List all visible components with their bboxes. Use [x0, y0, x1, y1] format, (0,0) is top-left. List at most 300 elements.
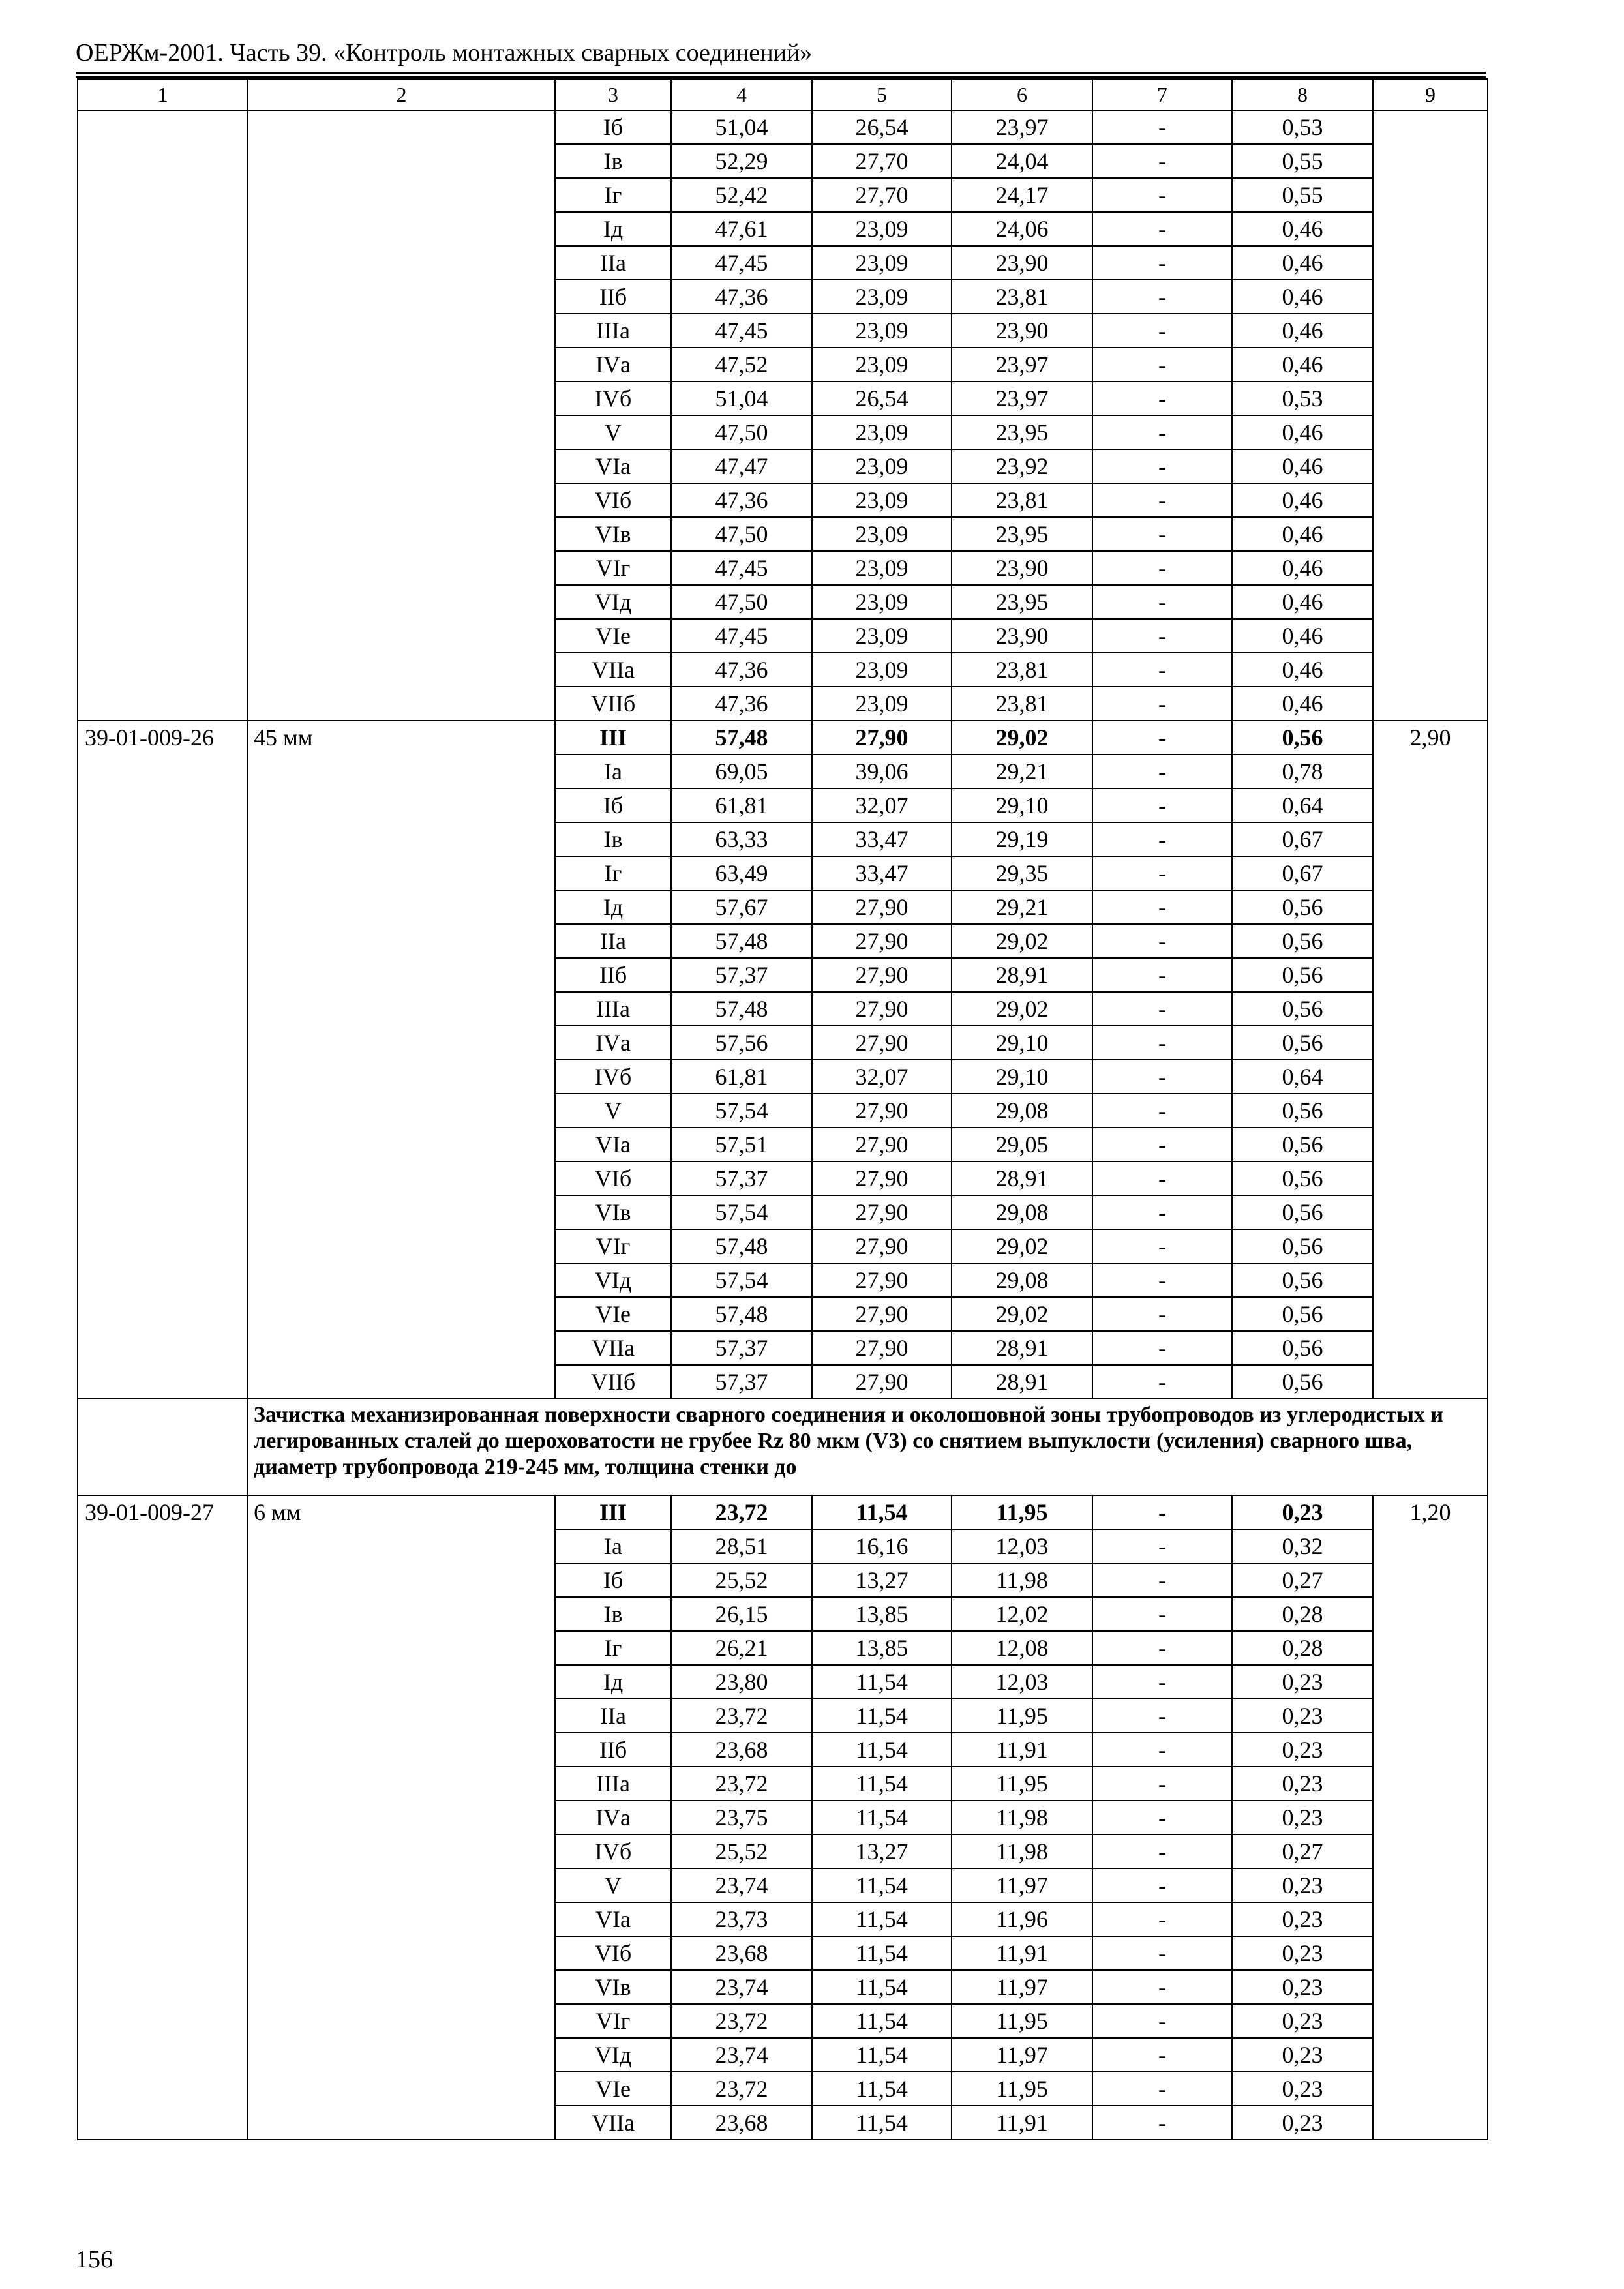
- value-col-6: 29,05: [952, 1128, 1092, 1161]
- value-col-8: 0,23: [1232, 2106, 1373, 2140]
- value-col-5: 27,90: [812, 1161, 952, 1195]
- zone-cell: VIг: [555, 551, 671, 585]
- value-col-6: 28,91: [952, 1161, 1092, 1195]
- value-col-8: 0,23: [1232, 1868, 1373, 1902]
- value-col-5: 23,09: [812, 449, 952, 483]
- value-col-5: 11,54: [812, 2038, 952, 2072]
- value-col-4: 23,72: [671, 1767, 812, 1801]
- zone-cell: IIа: [555, 924, 671, 958]
- zone-cell: VIIа: [555, 2106, 671, 2140]
- value-col-7: -: [1092, 382, 1232, 415]
- value-col-7: -: [1092, 348, 1232, 382]
- value-col-7: -: [1092, 1902, 1232, 1936]
- value-col-8: 0,46: [1232, 653, 1373, 687]
- zone-cell: VIа: [555, 1128, 671, 1161]
- value-col-7: -: [1092, 212, 1232, 246]
- value-col-8: 0,46: [1232, 551, 1373, 585]
- value-col-8: 0,23: [1232, 1733, 1373, 1767]
- value-col-6: 23,97: [952, 110, 1092, 144]
- value-col-4: 47,52: [671, 348, 812, 382]
- value-col-5: 23,09: [812, 212, 952, 246]
- value-col-5: 27,90: [812, 958, 952, 992]
- value-col-7: -: [1092, 1060, 1232, 1094]
- value-col-7: -: [1092, 856, 1232, 890]
- value-col-6: 23,95: [952, 415, 1092, 449]
- value-col-8: 0,23: [1232, 1801, 1373, 1834]
- value-col-8: 0,53: [1232, 110, 1373, 144]
- zone-cell: IIб: [555, 280, 671, 314]
- column-number-6: 6: [952, 79, 1092, 110]
- value-col-8: 0,46: [1232, 314, 1373, 348]
- zone-cell: VIг: [555, 2004, 671, 2038]
- value-col-8: 0,23: [1232, 1495, 1373, 1529]
- value-col-8: 0,46: [1232, 449, 1373, 483]
- value-col-7: -: [1092, 1026, 1232, 1060]
- zone-cell: VIв: [555, 1195, 671, 1229]
- column-number-5: 5: [812, 79, 952, 110]
- value-col-7: -: [1092, 924, 1232, 958]
- value-col-4: 23,68: [671, 2106, 812, 2140]
- value-col-5: 11,54: [812, 1733, 952, 1767]
- value-col-5: 13,85: [812, 1597, 952, 1631]
- value-col-7: -: [1092, 415, 1232, 449]
- value-col-5: 27,90: [812, 924, 952, 958]
- value-col-7: -: [1092, 110, 1232, 144]
- value-col-4: 57,37: [671, 1331, 812, 1365]
- value-col-6: 12,02: [952, 1597, 1092, 1631]
- value-col-8: 0,56: [1232, 1331, 1373, 1365]
- value-col-6: 11,95: [952, 1699, 1092, 1733]
- value-col-4: 51,04: [671, 110, 812, 144]
- value-col-7: -: [1092, 1733, 1232, 1767]
- value-col-7: -: [1092, 483, 1232, 517]
- zone-cell: V: [555, 1868, 671, 1902]
- value-col-5: 11,54: [812, 1801, 952, 1834]
- value-col-4: 47,45: [671, 246, 812, 280]
- value-col-7: -: [1092, 1868, 1232, 1902]
- value-col-8: 0,53: [1232, 382, 1373, 415]
- value-col-6: 11,97: [952, 2038, 1092, 2072]
- table-row: [78, 110, 1488, 144]
- value-col-5: 23,09: [812, 348, 952, 382]
- total-cell: 2,90: [1373, 721, 1488, 1399]
- value-col-7: -: [1092, 1699, 1232, 1733]
- value-col-8: 0,46: [1232, 212, 1373, 246]
- value-col-6: 29,02: [952, 721, 1092, 755]
- zone-cell: VIв: [555, 1970, 671, 2004]
- value-col-4: 57,37: [671, 1161, 812, 1195]
- column-number-2: 2: [248, 79, 555, 110]
- value-col-6: 23,81: [952, 687, 1092, 721]
- value-col-6: 23,97: [952, 382, 1092, 415]
- value-col-6: 29,02: [952, 1229, 1092, 1263]
- value-col-5: 11,54: [812, 1970, 952, 2004]
- value-col-5: 16,16: [812, 1529, 952, 1563]
- value-col-7: -: [1092, 585, 1232, 619]
- value-col-4: 23,73: [671, 1902, 812, 1936]
- value-col-6: 11,95: [952, 2004, 1092, 2038]
- zone-cell: VIе: [555, 619, 671, 653]
- table-body: [78, 79, 1488, 2140]
- header-rule: [76, 72, 1486, 74]
- value-col-4: 47,45: [671, 314, 812, 348]
- thickness-cell: [248, 110, 555, 721]
- value-col-7: -: [1092, 449, 1232, 483]
- zone-cell: VIIа: [555, 653, 671, 687]
- zone-cell: IVб: [555, 382, 671, 415]
- column-number-9: 9: [1373, 79, 1488, 110]
- thickness-cell: 6 мм: [248, 1495, 555, 2140]
- value-col-4: 57,48: [671, 1297, 812, 1331]
- value-col-8: 0,55: [1232, 144, 1373, 178]
- value-col-4: 23,68: [671, 1936, 812, 1970]
- value-col-7: -: [1092, 1597, 1232, 1631]
- value-col-8: 0,23: [1232, 1970, 1373, 2004]
- value-col-4: 23,80: [671, 1665, 812, 1699]
- value-col-8: 0,28: [1232, 1631, 1373, 1665]
- value-col-7: -: [1092, 653, 1232, 687]
- value-col-8: 0,23: [1232, 2072, 1373, 2106]
- value-col-8: 0,46: [1232, 246, 1373, 280]
- value-col-4: 23,72: [671, 2004, 812, 2038]
- value-col-8: 0,23: [1232, 1902, 1373, 1936]
- value-col-5: 27,90: [812, 1297, 952, 1331]
- value-col-4: 57,48: [671, 924, 812, 958]
- zone-cell: Iв: [555, 144, 671, 178]
- page-header: ОЕРЖм-2001. Часть 39. «Контроль монтажных сварных соединений»: [76, 39, 813, 67]
- value-col-4: 23,72: [671, 1699, 812, 1733]
- column-number-4: 4: [671, 79, 812, 110]
- value-col-6: 29,21: [952, 890, 1092, 924]
- zone-cell: IVб: [555, 1834, 671, 1868]
- rate-code-cell: 39-01-009-27: [78, 1495, 248, 2140]
- value-col-8: 0,64: [1232, 788, 1373, 822]
- value-col-7: -: [1092, 1665, 1232, 1699]
- zone-cell: Iг: [555, 178, 671, 212]
- total-cell: [1373, 110, 1488, 721]
- column-number-8: 8: [1232, 79, 1373, 110]
- value-col-4: 47,50: [671, 585, 812, 619]
- value-col-7: -: [1092, 1970, 1232, 2004]
- value-col-6: 24,17: [952, 178, 1092, 212]
- value-col-4: 23,72: [671, 1495, 812, 1529]
- value-col-4: 23,74: [671, 1970, 812, 2004]
- value-col-8: 0,56: [1232, 1263, 1373, 1297]
- zone-cell: III: [555, 1495, 671, 1529]
- value-col-8: 0,27: [1232, 1834, 1373, 1868]
- value-col-5: 13,85: [812, 1631, 952, 1665]
- value-col-6: 11,98: [952, 1801, 1092, 1834]
- zone-cell: VIб: [555, 1161, 671, 1195]
- zone-cell: VIе: [555, 1297, 671, 1331]
- value-col-7: -: [1092, 246, 1232, 280]
- table-row: [78, 1495, 1488, 1529]
- value-col-4: 47,61: [671, 212, 812, 246]
- value-col-8: 0,56: [1232, 1229, 1373, 1263]
- value-col-6: 11,96: [952, 1902, 1092, 1936]
- value-col-7: -: [1092, 1801, 1232, 1834]
- column-number-7: 7: [1092, 79, 1232, 110]
- zone-cell: Iб: [555, 110, 671, 144]
- value-col-7: -: [1092, 2072, 1232, 2106]
- value-col-7: -: [1092, 755, 1232, 788]
- value-col-6: 29,21: [952, 755, 1092, 788]
- value-col-4: 47,36: [671, 483, 812, 517]
- value-col-7: -: [1092, 958, 1232, 992]
- zone-cell: VIд: [555, 1263, 671, 1297]
- value-col-4: 23,74: [671, 1868, 812, 1902]
- value-col-7: -: [1092, 1563, 1232, 1597]
- value-col-5: 23,09: [812, 585, 952, 619]
- value-col-7: -: [1092, 314, 1232, 348]
- value-col-8: 0,46: [1232, 619, 1373, 653]
- zone-cell: VIе: [555, 2072, 671, 2106]
- value-col-6: 23,95: [952, 517, 1092, 551]
- value-col-5: 27,70: [812, 178, 952, 212]
- value-col-7: -: [1092, 517, 1232, 551]
- value-col-6: 29,08: [952, 1094, 1092, 1128]
- value-col-5: 27,90: [812, 1365, 952, 1399]
- value-col-4: 23,74: [671, 2038, 812, 2072]
- value-col-6: 28,91: [952, 1331, 1092, 1365]
- value-col-8: 0,46: [1232, 585, 1373, 619]
- value-col-6: 11,95: [952, 1495, 1092, 1529]
- value-col-4: 47,50: [671, 517, 812, 551]
- value-col-7: -: [1092, 1767, 1232, 1801]
- value-col-5: 11,54: [812, 1495, 952, 1529]
- value-col-8: 0,67: [1232, 822, 1373, 856]
- value-col-4: 47,47: [671, 449, 812, 483]
- value-col-8: 0,46: [1232, 280, 1373, 314]
- value-col-6: 11,91: [952, 1733, 1092, 1767]
- rate-code-cell: [78, 110, 248, 721]
- value-col-5: 11,54: [812, 1665, 952, 1699]
- value-col-4: 63,33: [671, 822, 812, 856]
- header-rule-thin: [76, 76, 1486, 78]
- value-col-6: 11,91: [952, 2106, 1092, 2140]
- value-col-7: -: [1092, 1263, 1232, 1297]
- column-number-3: 3: [555, 79, 671, 110]
- zone-cell: VIIб: [555, 1365, 671, 1399]
- value-col-7: -: [1092, 178, 1232, 212]
- value-col-4: 47,36: [671, 280, 812, 314]
- thickness-cell: 45 мм: [248, 721, 555, 1399]
- value-col-7: -: [1092, 2038, 1232, 2072]
- value-col-7: -: [1092, 1529, 1232, 1563]
- value-col-5: 13,27: [812, 1834, 952, 1868]
- value-col-8: 0,32: [1232, 1529, 1373, 1563]
- rates-table: [77, 78, 1488, 2140]
- value-col-4: 28,51: [671, 1529, 812, 1563]
- value-col-5: 23,09: [812, 415, 952, 449]
- zone-cell: Iв: [555, 822, 671, 856]
- value-col-8: 0,56: [1232, 1026, 1373, 1060]
- section-note: Зачистка механизированная поверхности сварного соединения и околошовной зоны трубопроводов из углеродистых и легированных сталей до шероховатости не грубее Rz 80 мкм (V3) со снятием выпуклости (усиления) сварного шва, диаметр трубопровода 219-245 мм, толщина стенки до: [248, 1399, 1488, 1495]
- value-col-8: 0,27: [1232, 1563, 1373, 1597]
- value-col-8: 0,46: [1232, 483, 1373, 517]
- zone-cell: V: [555, 1094, 671, 1128]
- page-number: 156: [76, 2246, 113, 2273]
- zone-cell: VIб: [555, 1936, 671, 1970]
- value-col-7: -: [1092, 687, 1232, 721]
- zone-cell: IIIа: [555, 992, 671, 1026]
- value-col-7: -: [1092, 619, 1232, 653]
- value-col-5: 11,54: [812, 2106, 952, 2140]
- zone-cell: VIв: [555, 517, 671, 551]
- value-col-4: 57,48: [671, 992, 812, 1026]
- value-col-6: 11,95: [952, 1767, 1092, 1801]
- zone-cell: Iб: [555, 788, 671, 822]
- section-note-row: [78, 1399, 1488, 1495]
- value-col-5: 23,09: [812, 551, 952, 585]
- value-col-6: 11,97: [952, 1868, 1092, 1902]
- value-col-5: 11,54: [812, 1699, 952, 1733]
- column-number-1: 1: [78, 79, 248, 110]
- value-col-8: 0,23: [1232, 1665, 1373, 1699]
- value-col-7: -: [1092, 890, 1232, 924]
- value-col-7: -: [1092, 2004, 1232, 2038]
- value-col-4: 47,45: [671, 619, 812, 653]
- value-col-5: 27,90: [812, 1128, 952, 1161]
- value-col-8: 0,78: [1232, 755, 1373, 788]
- table-row: [78, 721, 1488, 755]
- zone-cell: IIа: [555, 246, 671, 280]
- value-col-4: 57,56: [671, 1026, 812, 1060]
- value-col-8: 0,23: [1232, 1936, 1373, 1970]
- value-col-4: 61,81: [671, 1060, 812, 1094]
- value-col-6: 29,10: [952, 788, 1092, 822]
- value-col-6: 12,08: [952, 1631, 1092, 1665]
- value-col-8: 0,56: [1232, 1297, 1373, 1331]
- value-col-5: 27,90: [812, 1026, 952, 1060]
- value-col-8: 0,56: [1232, 992, 1373, 1026]
- value-col-5: 27,90: [812, 1094, 952, 1128]
- value-col-6: 23,81: [952, 483, 1092, 517]
- zone-cell: VIIб: [555, 687, 671, 721]
- value-col-7: -: [1092, 992, 1232, 1026]
- value-col-5: 26,54: [812, 382, 952, 415]
- value-col-5: 23,09: [812, 280, 952, 314]
- value-col-6: 29,35: [952, 856, 1092, 890]
- value-col-8: 0,46: [1232, 517, 1373, 551]
- value-col-4: 57,37: [671, 1365, 812, 1399]
- zone-cell: IVа: [555, 1026, 671, 1060]
- value-col-5: 27,90: [812, 1229, 952, 1263]
- value-col-8: 0,56: [1232, 1094, 1373, 1128]
- value-col-4: 57,37: [671, 958, 812, 992]
- value-col-5: 27,90: [812, 721, 952, 755]
- zone-cell: Iг: [555, 1631, 671, 1665]
- value-col-8: 0,56: [1232, 1195, 1373, 1229]
- value-col-8: 0,56: [1232, 721, 1373, 755]
- value-col-5: 11,54: [812, 2004, 952, 2038]
- value-col-6: 29,10: [952, 1026, 1092, 1060]
- value-col-5: 11,54: [812, 2072, 952, 2106]
- zone-cell: VIа: [555, 449, 671, 483]
- value-col-5: 23,09: [812, 517, 952, 551]
- value-col-5: 26,54: [812, 110, 952, 144]
- value-col-8: 0,46: [1232, 348, 1373, 382]
- value-col-8: 0,46: [1232, 415, 1373, 449]
- value-col-6: 11,95: [952, 2072, 1092, 2106]
- value-col-8: 0,56: [1232, 1161, 1373, 1195]
- value-col-7: -: [1092, 1195, 1232, 1229]
- value-col-4: 52,29: [671, 144, 812, 178]
- value-col-5: 27,70: [812, 144, 952, 178]
- value-col-4: 57,51: [671, 1128, 812, 1161]
- value-col-6: 29,10: [952, 1060, 1092, 1094]
- zone-cell: IVа: [555, 1801, 671, 1834]
- zone-cell: III: [555, 721, 671, 755]
- value-col-7: -: [1092, 721, 1232, 755]
- zone-cell: V: [555, 415, 671, 449]
- value-col-8: 0,56: [1232, 1365, 1373, 1399]
- value-col-8: 0,56: [1232, 1128, 1373, 1161]
- value-col-7: -: [1092, 822, 1232, 856]
- value-col-7: -: [1092, 1495, 1232, 1529]
- value-col-4: 47,36: [671, 653, 812, 687]
- zone-cell: VIд: [555, 585, 671, 619]
- value-col-6: 23,81: [952, 653, 1092, 687]
- value-col-8: 0,46: [1232, 687, 1373, 721]
- value-col-6: 23,95: [952, 585, 1092, 619]
- value-col-5: 11,54: [812, 1902, 952, 1936]
- value-col-4: 52,42: [671, 178, 812, 212]
- value-col-7: -: [1092, 1161, 1232, 1195]
- value-col-4: 23,75: [671, 1801, 812, 1834]
- zone-cell: IIб: [555, 958, 671, 992]
- value-col-4: 63,49: [671, 856, 812, 890]
- value-col-8: 0,23: [1232, 1767, 1373, 1801]
- value-col-4: 57,54: [671, 1195, 812, 1229]
- value-col-4: 47,36: [671, 687, 812, 721]
- value-col-4: 47,45: [671, 551, 812, 585]
- zone-cell: IIа: [555, 1699, 671, 1733]
- value-col-8: 0,67: [1232, 856, 1373, 890]
- total-cell: 1,20: [1373, 1495, 1488, 2140]
- value-col-5: 23,09: [812, 483, 952, 517]
- value-col-6: 24,04: [952, 144, 1092, 178]
- value-col-5: 23,09: [812, 687, 952, 721]
- value-col-5: 32,07: [812, 788, 952, 822]
- value-col-4: 69,05: [671, 755, 812, 788]
- value-col-4: 26,21: [671, 1631, 812, 1665]
- zone-cell: VIг: [555, 1229, 671, 1263]
- value-col-6: 23,90: [952, 551, 1092, 585]
- value-col-7: -: [1092, 2106, 1232, 2140]
- zone-cell: IIIа: [555, 1767, 671, 1801]
- value-col-6: 29,02: [952, 992, 1092, 1026]
- value-col-6: 29,02: [952, 924, 1092, 958]
- value-col-6: 12,03: [952, 1665, 1092, 1699]
- value-col-6: 23,92: [952, 449, 1092, 483]
- value-col-6: 23,90: [952, 314, 1092, 348]
- value-col-6: 28,91: [952, 958, 1092, 992]
- value-col-7: -: [1092, 1331, 1232, 1365]
- value-col-7: -: [1092, 1229, 1232, 1263]
- value-col-8: 0,28: [1232, 1597, 1373, 1631]
- value-col-5: 11,54: [812, 1868, 952, 1902]
- value-col-6: 23,90: [952, 619, 1092, 653]
- value-col-6: 11,97: [952, 1970, 1092, 2004]
- zone-cell: VIIа: [555, 1331, 671, 1365]
- zone-cell: IIб: [555, 1733, 671, 1767]
- value-col-8: 0,64: [1232, 1060, 1373, 1094]
- value-col-5: 23,09: [812, 653, 952, 687]
- value-col-6: 11,98: [952, 1563, 1092, 1597]
- value-col-4: 57,54: [671, 1263, 812, 1297]
- value-col-6: 29,08: [952, 1263, 1092, 1297]
